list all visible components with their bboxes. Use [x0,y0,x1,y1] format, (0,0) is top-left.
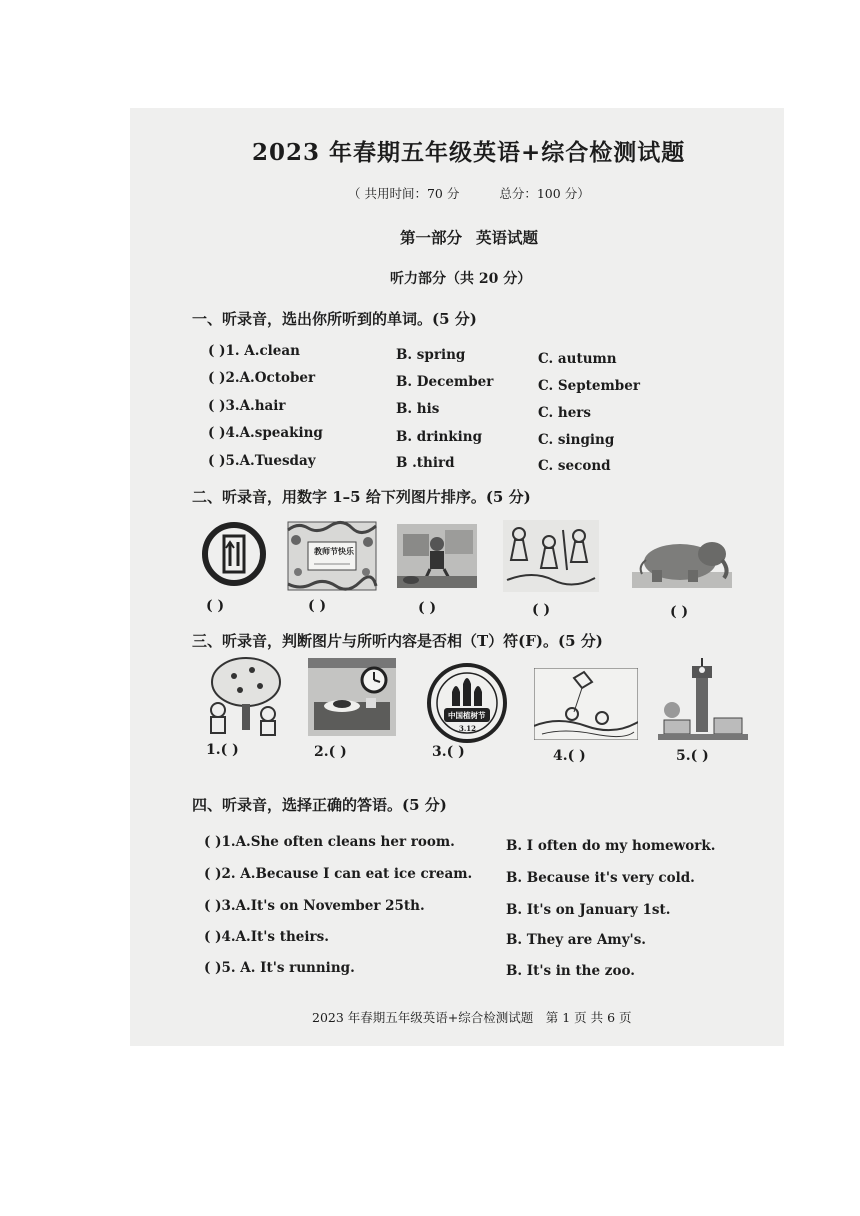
elephant-image [632,532,732,588]
s4-q3: ( )3.A.It's on November 25th. [204,898,425,914]
s1-q4: ( )4.A.speaking [208,425,323,441]
tree-children-image [202,656,286,738]
s1-q2-c: C. September [538,378,640,394]
no-entry-sign-image [198,522,270,586]
s4-q1: ( )1.A.She often cleans her room. [204,834,455,850]
s4-q5: ( )5. A. It's running. [204,960,355,976]
score-note: 总分：100 分） [499,186,590,201]
s2-blank-1[interactable]: ( ) [206,598,225,614]
s3-answer-5[interactable]: 5.( ) [676,748,709,764]
s4-q4-b: B. They are Amy's. [506,932,646,948]
s2-blank-3[interactable]: ( ) [418,600,437,616]
breakfast-clock-image [308,658,396,736]
s1-q5-b: B .third [396,455,455,471]
s4-q3-b: B. It's on January 1st. [506,902,671,918]
s4-q1-b: B. I often do my homework. [506,838,716,854]
tree-planting-day-logo [426,662,508,744]
time-note: （ 共用时间：70 分 [348,186,460,201]
teachers-day-card-image [286,520,378,592]
s4-q2: ( )2. A.Because I can eat ice cream. [204,866,473,882]
kite-flying-image [534,668,638,740]
exam-meta [348,184,590,202]
s2-blank-5[interactable]: ( ) [670,604,689,620]
section4-title: 四、听录音，选择正确的答语。(5 分) [192,796,447,814]
s3-answer-1[interactable]: 1.( ) [206,742,239,758]
s1-q2-b: B. December [396,374,494,390]
s4-q4: ( )4.A.It's theirs. [204,929,329,945]
logo-line2: 3.12 [459,724,477,733]
page-footer: 2023 年春期五年级英语+综合检测试题 第 1 页 共 6 页 [312,1010,632,1025]
s1-q4-b: B. drinking [396,429,483,445]
exam-title: 2023 年春期五年级英语+综合检测试题 [252,139,686,166]
s1-q1-c: C. autumn [538,351,617,367]
s1-q3: ( )3.A.hair [208,398,286,414]
part-label: 第一部分 [400,228,463,247]
listening-heading: 听力部分（共 20 分） [390,271,532,287]
part-name: 英语试题 [476,228,539,247]
part-heading [400,226,538,248]
s3-answer-2[interactable]: 2.( ) [314,744,347,760]
s2-blank-2[interactable]: ( ) [308,598,327,614]
section2-title: 二、听录音，用数字 1–5 给下列图片排序。(5 分) [192,488,531,506]
logo-line1: 中国植树节 [448,711,486,720]
s4-q2-b: B. Because it's very cold. [506,870,695,886]
tower-image [658,658,748,746]
s1-q1: ( )1. A.clean [208,343,300,359]
s1-q2: ( )2.A.October [208,370,316,386]
s4-q5-b: B. It's in the zoo. [506,963,635,979]
s3-answer-4[interactable]: 4.( ) [553,748,586,764]
exam-page [130,108,784,1046]
s1-q1-b: B. spring [396,347,466,363]
section3-title: 三、听录音，判断图片与所听内容是否相（T）符(F)。(5 分) [192,632,603,650]
s1-q4-c: C. singing [538,432,615,448]
s1-q3-b: B. his [396,401,440,417]
card-text: 教师节快乐 [314,546,354,556]
s3-answer-3[interactable]: 3.( ) [432,744,465,760]
people-planting-image [503,520,599,592]
boy-painting-image [397,524,477,588]
s1-q3-c: C. hers [538,405,592,421]
s1-q5: ( )5.A.Tuesday [208,453,316,469]
s2-blank-4[interactable]: ( ) [532,602,551,618]
section1-title: 一、听录音，选出你所听到的单词。(5 分) [192,310,477,328]
s1-q5-c: C. second [538,458,611,474]
